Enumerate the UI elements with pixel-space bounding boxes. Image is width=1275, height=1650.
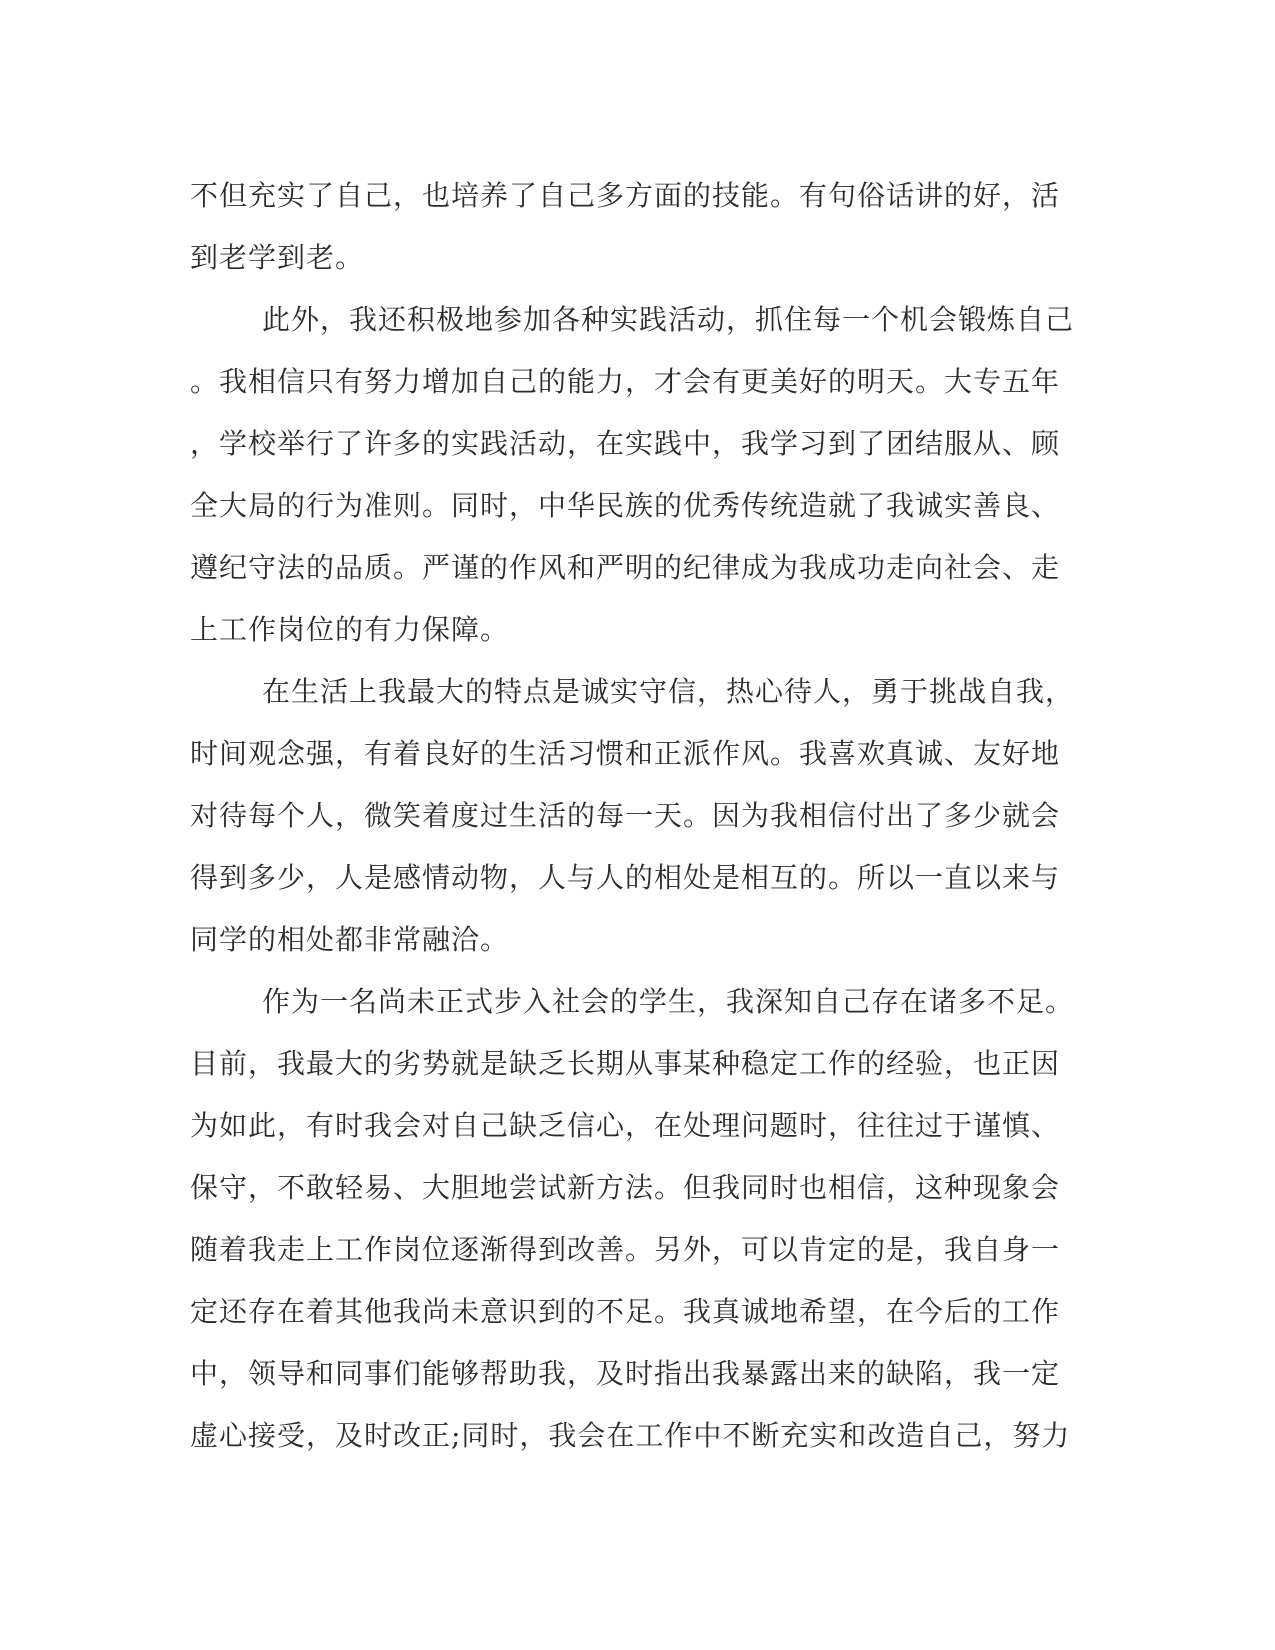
paragraph-start-line: 在生活上我最大的特点是诚实守信，热心待人，勇于挑战自我， [262, 675, 1075, 708]
text-line: 中，领导和同事们能够帮助我，及时指出我暴露出来的缺陷，我一定 [190, 1357, 1061, 1390]
paragraph-start-line: 作为一名尚未正式步入社会的学生，我深知自己存在诸多不足。 [262, 985, 1075, 1018]
text-line: ，学校举行了许多的实践活动，在实践中，我学习到了团结服从、顾 [190, 427, 1061, 460]
text-line: 得到多少，人是感情动物，人与人的相处是相互的。所以一直以来与 [190, 861, 1061, 894]
text-line: 时间观念强，有着良好的生活习惯和正派作风。我喜欢真诚、友好地 [190, 737, 1061, 770]
text-line: 上工作岗位的有力保障。 [190, 613, 510, 646]
text-line: 到老学到老。 [190, 241, 365, 274]
text-line: 定还存在着其他我尚未意识到的不足。我真诚地希望，在今后的工作 [190, 1295, 1061, 1328]
text-line: 为如此，有时我会对自己缺乏信心，在处理问题时，往往过于谨慎、 [190, 1109, 1061, 1142]
text-line: 不但充实了自己，也培养了自己多方面的技能。有句俗话讲的好，活 [190, 179, 1061, 212]
body-text [190, 165, 1090, 1467]
text-line: 对待每个人，微笑着度过生活的每一天。因为我相信付出了多少就会 [190, 799, 1061, 832]
paragraph-start-line: 此外，我还积极地参加各种实践活动，抓住每一个机会锻炼自己 [262, 303, 1075, 336]
text-line: 。我相信只有努力增加自己的能力，才会有更美好的明天。大专五年 [190, 365, 1061, 398]
text-line: 同学的相处都非常融洽。 [190, 923, 510, 956]
text-line: 目前，我最大的劣势就是缺乏长期从事某种稳定工作的经验，也正因 [190, 1047, 1061, 1080]
text-line: 保守，不敢轻易、大胆地尝试新方法。但我同时也相信，这种现象会 [190, 1171, 1061, 1204]
text-line: 全大局的行为准则。同时，中华民族的优秀传统造就了我诚实善良、 [190, 489, 1061, 522]
text-line: 遵纪守法的品质。严谨的作风和严明的纪律成为我成功走向社会、走 [190, 551, 1061, 584]
text-line: 虚心接受，及时改正;同时，我会在工作中不断充实和改造自己，努力 [190, 1419, 1071, 1452]
text-line: 随着我走上工作岗位逐渐得到改善。另外，可以肯定的是，我自身一 [190, 1233, 1061, 1266]
